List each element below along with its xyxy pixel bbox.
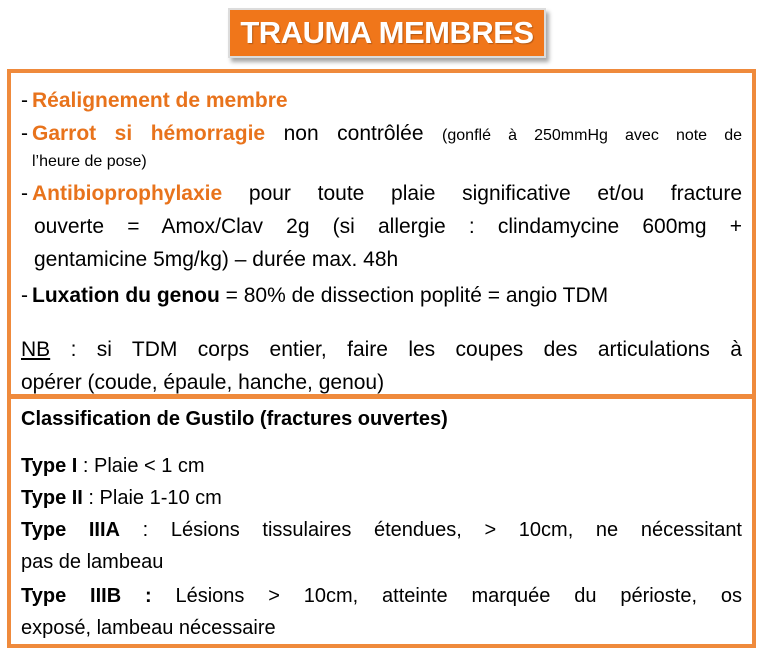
list-dash: - bbox=[21, 284, 28, 307]
item-text: pour toute plaie significative et/ou fracture bbox=[222, 182, 742, 205]
measures-box bbox=[7, 69, 756, 398]
gustilo-type-iiia-line2: pas de lambeau bbox=[21, 551, 164, 573]
item-heading: Luxation du genou bbox=[32, 284, 220, 307]
nb-text: : si TDM corps entier, faire les coupes des articulations à bbox=[50, 338, 742, 361]
item-heading: Antibioprophylaxie bbox=[32, 182, 223, 205]
item-note: (gonflé à 250mmHg avec note de bbox=[442, 127, 743, 144]
title-banner bbox=[228, 8, 546, 58]
type-label: Type II bbox=[21, 487, 83, 509]
item-note-continued: l’heure de pose) bbox=[32, 153, 147, 170]
type-label: Type IIIB : bbox=[21, 585, 152, 607]
gustilo-title: Classification de Gustilo (fractures ouvertes) bbox=[21, 408, 448, 430]
type-text: : Plaie < 1 cm bbox=[77, 455, 205, 477]
list-item-luxation bbox=[21, 281, 742, 311]
gustilo-type-iiib bbox=[21, 582, 742, 610]
list-item-garrot bbox=[21, 119, 742, 151]
list-dash: - bbox=[21, 122, 28, 145]
gustilo-box bbox=[7, 395, 756, 648]
page-title: TRAUMA MEMBRES bbox=[240, 15, 534, 50]
item-text: non contrôlée bbox=[265, 122, 443, 145]
nb-note bbox=[21, 335, 742, 365]
type-label: Type IIIA bbox=[21, 519, 120, 541]
list-dash: - bbox=[21, 89, 28, 112]
gustilo-type-i bbox=[21, 452, 742, 480]
type-text: : Lésions tissulaires étendues, > 10cm, ne nécessitant bbox=[119, 519, 742, 541]
item-text-line2: ouverte = Amox/Clav 2g (si allergie : clindamycine 600mg + bbox=[34, 215, 742, 238]
item-text: = 80% de dissection poplité = angio TDM bbox=[219, 284, 609, 307]
gustilo-type-ii bbox=[21, 484, 742, 512]
item-heading: Réalignement de membre bbox=[32, 89, 288, 112]
gustilo-type-iiia bbox=[21, 516, 742, 544]
type-text: : Plaie 1-10 cm bbox=[82, 487, 222, 509]
list-item-antibio bbox=[21, 179, 742, 209]
nb-note-line2: opérer (coude, épaule, hanche, genou) bbox=[21, 371, 385, 394]
list-item-realignement bbox=[21, 86, 742, 116]
type-text: Lésions > 10cm, atteinte marquée du périoste, os bbox=[151, 585, 742, 607]
type-label: Type I bbox=[21, 455, 78, 477]
gustilo-type-iiib-line2: exposé, lambeau nécessaire bbox=[21, 617, 276, 639]
list-dash: - bbox=[21, 182, 28, 205]
item-heading: Garrot si hémorragie bbox=[32, 122, 266, 145]
nb-label: NB bbox=[21, 338, 51, 361]
item-text-line3: gentamicine 5mg/kg) – durée max. 48h bbox=[34, 248, 399, 271]
